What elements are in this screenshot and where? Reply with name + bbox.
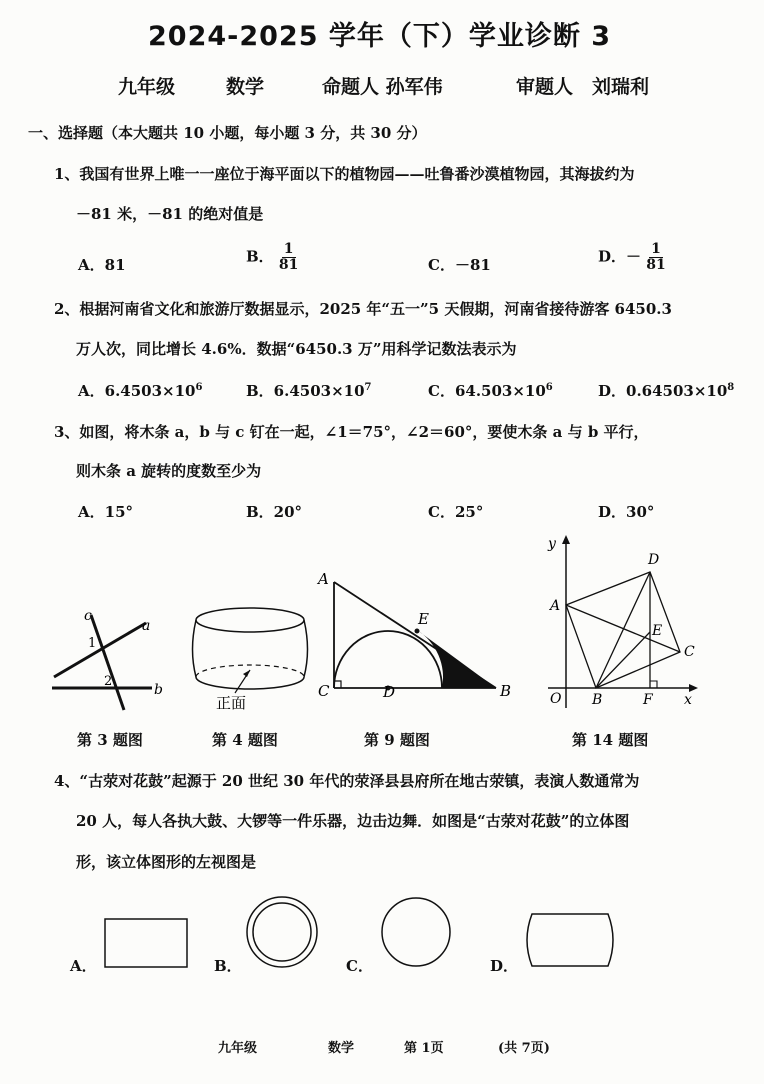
q4-a-rect-shape bbox=[105, 919, 187, 967]
fig3-line-a bbox=[54, 623, 146, 677]
q2-option-b bbox=[246, 380, 372, 401]
q4-line3: 形，该立体图形的左视图是 bbox=[76, 853, 257, 871]
q1-option-d-fraction bbox=[646, 242, 665, 273]
fig14-label-e: E bbox=[652, 623, 663, 639]
fig9-point-e bbox=[415, 629, 420, 634]
q3-line1: 3、如图，将木条 a，b 与 c 钉在一起，∠1＝75°，∠2＝60°，要使木条 a 与 b 平行， bbox=[54, 423, 649, 441]
fig14-label-o: O bbox=[550, 691, 562, 707]
q1-option-d-label: D．－ bbox=[598, 247, 642, 266]
fig3-caption: 第 3 题图 bbox=[77, 731, 143, 749]
fig14-label-c: C bbox=[684, 644, 695, 660]
q2-option-a bbox=[78, 380, 202, 401]
fig3-line-c bbox=[91, 615, 124, 710]
q1-option-b-label: B． bbox=[246, 247, 274, 266]
fig14-caption: 第 14 题图 bbox=[572, 731, 649, 749]
fig4-right-side bbox=[304, 620, 308, 677]
fig9-caption: 第 9 题图 bbox=[364, 731, 430, 749]
q4-option-b-double-circle bbox=[244, 893, 320, 971]
q4-b-inner-circle bbox=[253, 903, 311, 961]
q2-option-b-text: B．6.4503×10 bbox=[246, 382, 365, 400]
fig14-label-f: F bbox=[643, 692, 653, 708]
q1-option-d-num: 1 bbox=[651, 241, 661, 257]
footer-total: (共 7页) bbox=[498, 1041, 550, 1056]
q4-d-barrel-shape bbox=[527, 914, 613, 966]
q1-option-d-den: 81 bbox=[646, 257, 666, 273]
q2-option-d-text: D．0.64503×10 bbox=[598, 382, 728, 400]
fig4-left-side bbox=[193, 620, 197, 677]
q2-option-d bbox=[598, 380, 734, 401]
fig14-label-d: D bbox=[648, 552, 660, 568]
q1-option-b-num: 1 bbox=[283, 241, 294, 257]
q1-option-a: A．81 bbox=[78, 256, 126, 274]
q4-line2: 20 人，每人各执大鼓、大锣等一件乐器，边击边舞．如图是“古荥对花鼓”的立体图 bbox=[76, 812, 630, 830]
q2-option-c-text: C．64.503×10 bbox=[428, 382, 546, 400]
q2-line2: 万人次，同比增长 4.6%．数据“6450.3 万”用科学记数法表示为 bbox=[76, 340, 517, 358]
fig9-label-d: D bbox=[383, 683, 396, 701]
section-heading: 一、选择题（本大题共 10 小题，每小题 3 分，共 30 分） bbox=[28, 124, 427, 142]
fig14-y-arrow bbox=[562, 535, 570, 544]
q4-option-d-barrel bbox=[520, 910, 620, 972]
fig14-segment-be bbox=[596, 632, 650, 688]
q2-option-a-exp: 6 bbox=[195, 382, 203, 393]
fig4-arrow-head bbox=[243, 670, 250, 677]
fig4-bottom-front bbox=[196, 677, 304, 689]
fig9-semicircle bbox=[334, 631, 442, 688]
subject-label: 数学 bbox=[226, 76, 265, 98]
q3-option-d: D．30° bbox=[598, 503, 655, 521]
q3-option-c: C．25° bbox=[428, 503, 484, 521]
footer-subject: 数学 bbox=[328, 1041, 355, 1056]
q2-option-c-exp: 6 bbox=[545, 382, 553, 393]
page-title: 2024-2025 学年（下）学业诊断 3 bbox=[148, 21, 612, 52]
grade-label: 九年级 bbox=[118, 76, 176, 98]
fig3-label-b: b bbox=[154, 682, 163, 698]
q4-option-c-circle bbox=[378, 893, 454, 971]
q2-option-a-text: A．6.4503×10 bbox=[78, 382, 196, 400]
q3-option-a: A．15° bbox=[78, 503, 134, 521]
q4-option-a-rectangle bbox=[104, 918, 190, 970]
setter-label: 命题人 孙军伟 bbox=[322, 76, 443, 98]
fig3-label-1: 1 bbox=[88, 636, 97, 651]
q1-option-b-fraction bbox=[279, 242, 298, 273]
fig4-front-label: 正面 bbox=[216, 694, 247, 712]
fig14-label-a: A bbox=[550, 598, 561, 614]
q1-option-d bbox=[598, 242, 666, 273]
fig14-right-angle bbox=[650, 681, 657, 688]
q4-option-c: C． bbox=[346, 957, 373, 975]
q3-option-b: B．20° bbox=[246, 503, 303, 521]
fig14-x-arrow bbox=[689, 684, 698, 692]
q1-line1: 1、我国有世界上唯一一座位于海平面以下的植物园——吐鲁番沙漠植物园，其海拔约为 bbox=[54, 165, 635, 183]
q4-option-d: D． bbox=[490, 957, 519, 975]
fig14-label-y: y bbox=[548, 536, 556, 552]
q1-option-c: C．－81 bbox=[428, 256, 491, 274]
fig9-label-e: E bbox=[418, 610, 429, 628]
footer-grade: 九年级 bbox=[218, 1041, 258, 1056]
fig9-side-ab bbox=[334, 582, 496, 688]
footer-page: 第 1页 bbox=[404, 1041, 444, 1056]
reviewer-label: 审题人 刘瑞利 bbox=[516, 76, 650, 98]
q4-line1: 4、“古荥对花鼓”起源于 20 世纪 30 年代的荥泽县县府所在地古荥镇，表演人数通常为 bbox=[54, 772, 640, 790]
fig3-label-a: a bbox=[142, 618, 151, 634]
fig9-label-b: B bbox=[500, 682, 512, 700]
q3-line2: 则木条 a 旋转的度数至少为 bbox=[76, 462, 262, 480]
q4-b-outer-circle bbox=[247, 897, 317, 967]
fig4-caption: 第 4 题图 bbox=[212, 731, 278, 749]
q2-option-b-exp: 7 bbox=[364, 382, 372, 393]
q4-option-a: A． bbox=[70, 957, 97, 975]
q2-option-c bbox=[428, 380, 553, 401]
q1-line2: －81 米，－81 的绝对值是 bbox=[76, 205, 264, 223]
fig9-label-a: A bbox=[318, 570, 329, 588]
q1-option-b-den: 81 bbox=[278, 257, 299, 273]
figure-9 bbox=[310, 570, 520, 705]
q1-option-b bbox=[246, 242, 298, 273]
q4-option-b: B． bbox=[214, 957, 242, 975]
q2-option-d-exp: 8 bbox=[727, 382, 735, 393]
fig14-label-b: B bbox=[592, 692, 603, 708]
fig9-label-c: C bbox=[318, 682, 330, 700]
figure-3 bbox=[46, 605, 176, 715]
fig14-label-x: x bbox=[684, 692, 692, 708]
figure-4 bbox=[188, 605, 318, 715]
fig3-label-2: 2 bbox=[104, 674, 113, 689]
figure-14 bbox=[540, 532, 720, 714]
fig4-top-ellipse bbox=[196, 608, 304, 632]
q2-line1: 2、根据河南省文化和旅游厅数据显示，2025 年“五一”5 天假期，河南省接待游客 6450.3 bbox=[54, 300, 672, 318]
q4-c-circle-shape bbox=[382, 898, 450, 966]
fig3-label-c: c bbox=[84, 608, 92, 624]
